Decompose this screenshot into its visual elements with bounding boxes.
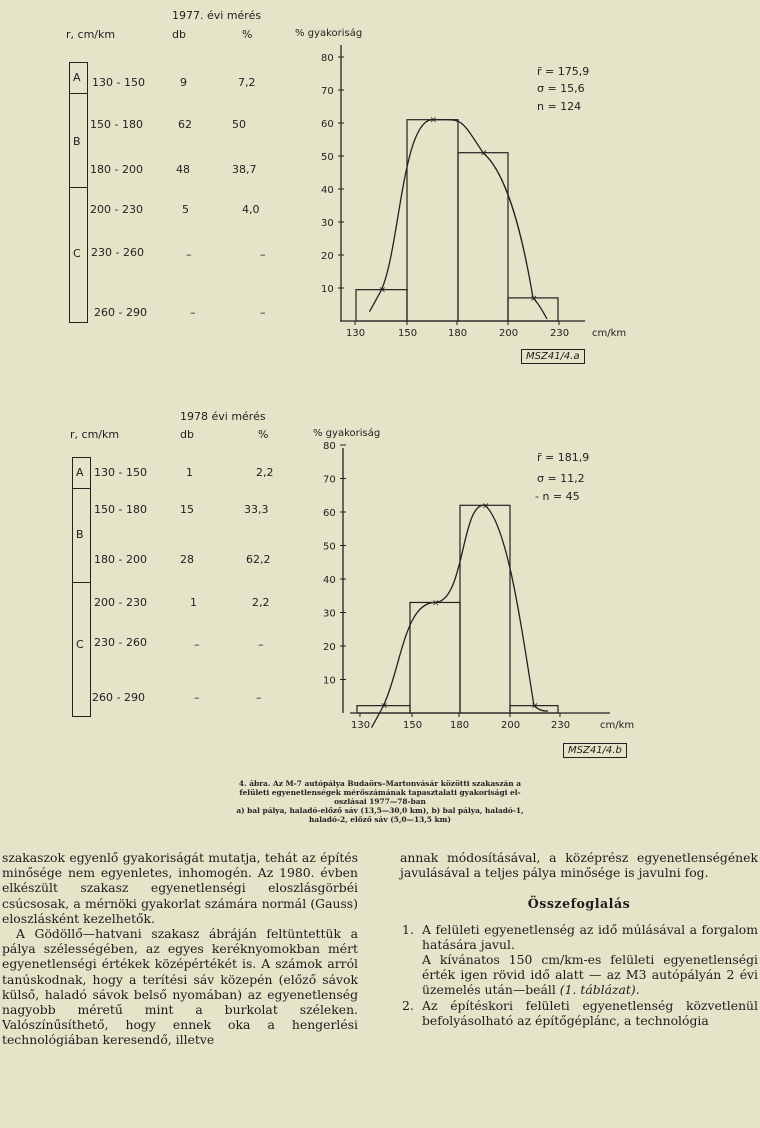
range-label: 260 - 290 (92, 691, 145, 704)
pct-value: 50 (232, 118, 246, 131)
pct-value: 33,3 (244, 503, 269, 516)
stat-sigma: σ = 15,6 (537, 82, 585, 95)
y-tick-label: 70 (323, 474, 336, 486)
y-tick-label: 10 (321, 284, 334, 295)
col-db-b: db (180, 428, 194, 441)
y-axis-label: % gyakoriság (295, 28, 363, 39)
x-tick-label: 200 (499, 328, 519, 339)
db-value: – (190, 306, 196, 319)
measure-title-a: 1977. évi mérés (172, 9, 262, 22)
db-value: 62 (178, 118, 192, 131)
stat-sigma: σ = 11,2 (537, 472, 585, 485)
y-tick-label: 60 (323, 508, 336, 519)
y-tick-label: 50 (321, 152, 334, 163)
paragraph: annak módosításával, a középrész egyenetlenségének javulásával a teljes pálya minősége is javulni fog. (400, 850, 758, 881)
x-axis-label: cm/km (600, 720, 635, 731)
pct-value: 2,2 (252, 596, 270, 609)
summary-item (400, 998, 758, 1028)
y-tick-label: 40 (321, 185, 334, 196)
x-tick-label: 230 (550, 328, 570, 339)
left-column (2, 850, 358, 1048)
y-tick-label: 20 (321, 251, 334, 262)
histogram-chart-a (0, 0, 760, 380)
zone-label: A (73, 71, 81, 84)
pct-value: 7,2 (238, 76, 256, 89)
figure-tag-a: MSZ41/4.a (521, 349, 585, 364)
curve-point-marker: × (482, 501, 490, 512)
range-label: 230 - 260 (91, 246, 144, 259)
curve-point-marker: × (378, 285, 387, 296)
paragraph: szakaszok egyenlő gyakoriságát mutatja, tehát az építés minősége nem egyenletes, inhomogén. Az 1980. évben elkészült szakasz egyenetlenségi eloszlásgörbéi csúcsosak, a mérnöki gyakorlat számára normál (Gauss) eloszlásként kezelhetők. (2, 850, 358, 926)
y-tick-label: 80 (323, 441, 336, 452)
pct-value: 38,7 (232, 163, 257, 176)
col-pct-b: % (258, 428, 269, 441)
item-text-body: A kívánatos 150 cm/km-es felületi egyenetlenségi érték igen rövid idő alatt — az M3 autópályán 2 évi üzemelés után—beáll (422, 952, 758, 998)
y-tick-label: 40 (323, 575, 336, 586)
caption-line: oszlásai 1977—78-ban (334, 797, 426, 806)
pct-value: – (260, 306, 266, 319)
section-title: Összefoglalás (527, 896, 631, 912)
stat-n: - n = 45 (535, 490, 580, 503)
y-tick-label: 30 (321, 218, 334, 229)
range-label: 150 - 180 (94, 503, 147, 516)
col-r-b: r, cm/km (70, 428, 120, 441)
histogram-chart-b (0, 400, 760, 770)
curve-point-marker: × (429, 115, 438, 126)
range-label: 260 - 290 (94, 306, 147, 319)
x-tick-label: 230 (551, 720, 571, 731)
right-column (400, 850, 758, 1028)
range-label: 180 - 200 (90, 163, 143, 176)
range-label: 150 - 180 (90, 118, 143, 131)
item-text: A felületi egyenetlenség az idő múlásával a forgalom hatására javul. (422, 921, 758, 952)
y-tick-label: 80 (321, 53, 334, 64)
pct-value: – (258, 638, 264, 651)
db-value: 48 (176, 163, 190, 176)
zone-label: C (73, 247, 81, 260)
summary-item (400, 922, 758, 998)
caption-line: a) bal pálya, haladó-előző sáv (13,5—30,0 km), b) bal pálya, haladó-1, (236, 806, 524, 815)
db-value: 1 (186, 466, 193, 479)
figure-b (0, 400, 760, 770)
x-axis-label: cm/km (592, 328, 627, 339)
y-tick-label: 70 (321, 86, 334, 97)
col-db-a: db (172, 28, 186, 41)
db-value: – (194, 691, 200, 704)
measure-title-b: 1978 évi mérés (180, 410, 266, 423)
db-value: – (186, 248, 192, 261)
curve-point-marker: × (380, 701, 389, 712)
range-label: 200 - 230 (94, 596, 147, 609)
range-label: 130 - 150 (94, 466, 147, 479)
y-tick-label: 10 (323, 675, 336, 687)
db-value: 15 (180, 503, 194, 516)
stat-mean: r̄ = 175,9 (537, 65, 590, 78)
caption-line: haladó-2, előző sáv (5,0—13,5 km) (309, 815, 451, 824)
col-pct-a: % (242, 28, 253, 41)
db-value: 28 (180, 553, 194, 566)
x-tick-label: 150 (403, 720, 423, 731)
stat-n: n = 124 (537, 100, 582, 113)
db-value: 1 (190, 596, 197, 609)
db-value: 9 (180, 76, 187, 89)
histogram-bar (407, 120, 458, 321)
col-r-a: r, cm/km (66, 28, 116, 41)
pct-value: 4,0 (242, 203, 260, 216)
zone-label: C (76, 638, 84, 651)
figure-a (0, 0, 760, 380)
y-tick-label: 30 (323, 608, 336, 620)
range-label: 180 - 200 (94, 553, 147, 566)
item-text: Az építéskori felületi egyenetlenség közvetlenül befolyásolható az építőgéplánc, a technológia (422, 997, 758, 1028)
y-tick-label: 50 (323, 541, 336, 553)
zone-label: B (73, 135, 81, 148)
curve-point-marker: × (432, 598, 440, 609)
x-tick-label: 200 (501, 720, 521, 731)
x-tick-label: 130 (346, 328, 366, 339)
item-number: 2. (402, 997, 414, 1013)
table-reference: (1. táblázat). (559, 982, 640, 998)
x-tick-label: 150 (398, 328, 418, 339)
y-axis-label: % gyakoriság (313, 428, 381, 439)
stat-mean: r̄ = 181,9 (537, 451, 590, 464)
item-number: 1. (402, 921, 414, 937)
x-tick-label: 180 (448, 328, 468, 339)
curve-point-marker: × (480, 148, 488, 159)
zone-label: B (76, 528, 84, 541)
zone-label: A (76, 466, 84, 479)
x-tick-label: 130 (351, 720, 371, 731)
pct-value: 2,2 (256, 466, 274, 479)
caption-line: felületi egyenetlenségek mérőszámának tapasztalati gyakorisági el- (239, 788, 521, 797)
range-label: 230 - 260 (94, 636, 147, 649)
pct-value: – (260, 248, 266, 261)
paragraph: A Gödöllő—hatvani szakasz ábráján feltüntettük a pálya szélességében, az egyes keréknyomokban mért egyenetlenségi értékek középértékét is. A számok arról tanúskodnak, hogy a terítési sáv közepén (előző sávok külső, haladó sávok belső nyomában) az egyenetlenség nagyobb méretű mint a burkolat széleken. Valószínűsíthető, hogy ennek oka a hengerlési technológiában keresendő, illetve (2, 926, 358, 1048)
x-tick-label: 180 (450, 720, 470, 731)
caption-line: 4. ábra. Az M-7 autópálya Budaörs–Martonvásár közötti szakaszán a (238, 779, 522, 788)
pct-value: – (256, 691, 262, 704)
range-label: 130 - 150 (92, 76, 145, 89)
y-tick-label: 60 (321, 119, 334, 130)
histogram-bar (410, 602, 460, 713)
pct-value: 62,2 (246, 553, 271, 566)
item-text (422, 952, 758, 998)
curve-point-marker: × (531, 701, 539, 712)
db-value: – (194, 638, 200, 651)
figure-tag-b: MSZ41/4.b (563, 743, 627, 758)
range-label: 200 - 230 (90, 203, 143, 216)
curve-point-marker: × (530, 293, 538, 304)
db-value: 5 (182, 203, 189, 216)
figure-caption (190, 779, 570, 824)
y-tick-label: 20 (323, 642, 336, 653)
histogram-bar (460, 505, 510, 713)
